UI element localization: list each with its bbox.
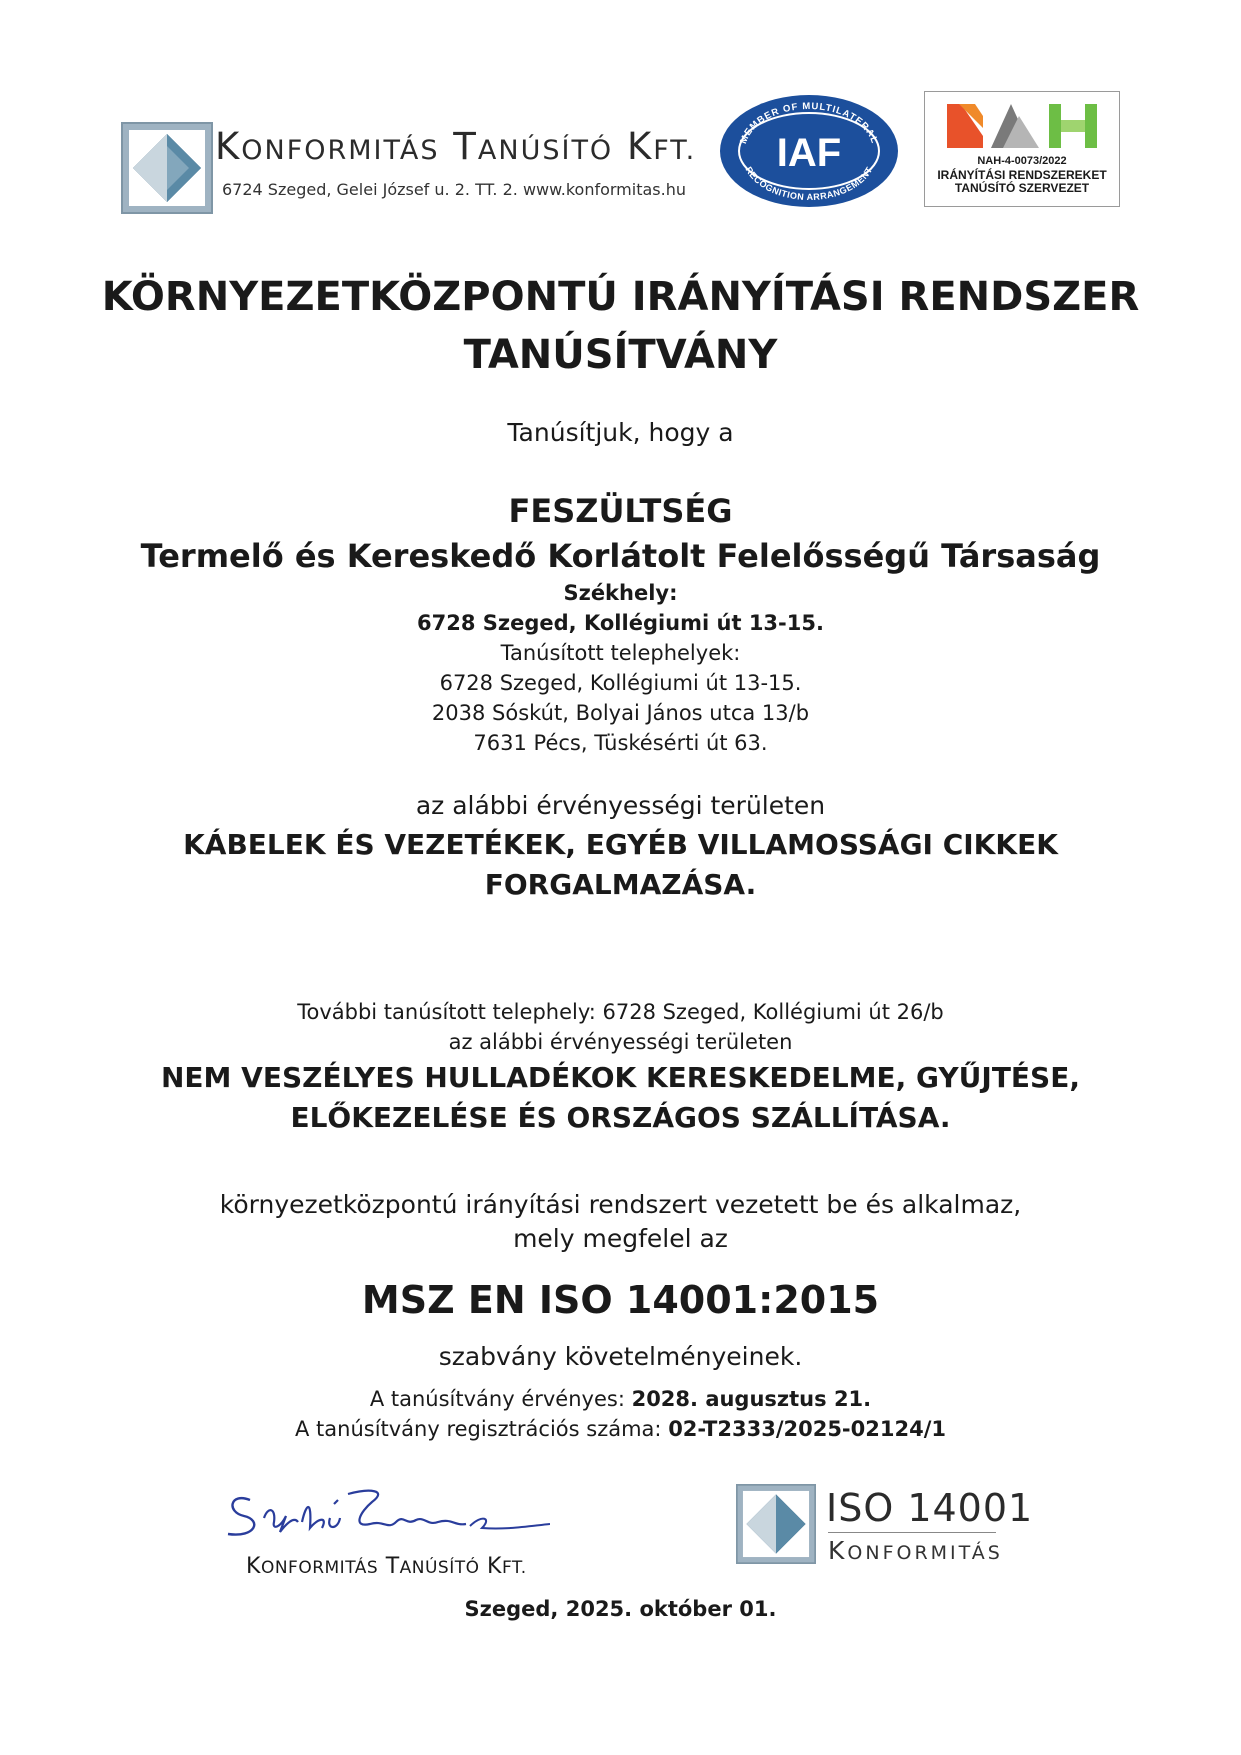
iso-mark-divider bbox=[828, 1532, 996, 1533]
seat-address: 6728 Szeged, Kollégiumi út 13-15. bbox=[417, 611, 824, 635]
site-item: 6728 Szeged, Kollégiumi út 13-15. bbox=[439, 671, 802, 695]
seat-label: Székhely: bbox=[563, 581, 678, 605]
site-item: 2038 Sóskút, Bolyai János utca 13/b bbox=[431, 701, 810, 725]
standard-suffix: szabvány követelményeinek. bbox=[438, 1342, 803, 1371]
title-line-2: TANÚSÍTVÁNY bbox=[463, 332, 778, 378]
site-item: 7631 Pécs, Tüskésérti út 63. bbox=[473, 731, 768, 755]
statement-line-1: környezetközpontú irányítási rendszert vezetett be és alkalmaz, bbox=[219, 1190, 1022, 1219]
iaf-logo-icon bbox=[718, 93, 900, 209]
scope-1 bbox=[0, 825, 1241, 905]
org-name-1: FESZÜLTSÉG bbox=[508, 492, 733, 530]
iaf-ring-bottom-text: RECOGNITION ARRANGEMENT bbox=[743, 164, 875, 203]
scope-intro: az alábbi érvényességi területen bbox=[415, 791, 826, 820]
iaf-ring-top-text: MEMBER OF MULTILATERAL bbox=[738, 100, 880, 146]
organization-block bbox=[0, 489, 1241, 579]
scope-2-line-2: ELŐKEZELÉSE ÉS ORSZÁGOS SZÁLLÍTÁSA. bbox=[290, 1101, 951, 1134]
statement-line-2: mely megfelel az bbox=[513, 1224, 728, 1253]
extra-site-block bbox=[0, 997, 1241, 1057]
validity-date: 2028. augusztus 21. bbox=[631, 1387, 872, 1411]
seat-block bbox=[0, 578, 1241, 758]
scope-2-line-1: NEM VESZÉLYES HULLADÉKOK KERESKEDELME, GYŰJTÉSE, bbox=[161, 1061, 1080, 1094]
iaf-logo-text: IAF bbox=[776, 131, 842, 175]
scope-1-line-1: KÁBELEK ÉS VEZETÉKEK, EGYÉB VILLAMOSSÁGI CIKKEK bbox=[183, 828, 1058, 861]
validity-label: A tanúsítvány érvényes: bbox=[369, 1387, 632, 1411]
scope-2 bbox=[0, 1058, 1241, 1138]
signature-label: KONFORMITÁS TANÚSÍTÓ KFT. bbox=[246, 1554, 527, 1579]
extra-site: További tanúsított telephely: 6728 Szeged, Kollégiumi út 26/b bbox=[297, 1000, 944, 1024]
nah-accreditation-badge bbox=[924, 91, 1120, 207]
statement bbox=[0, 1188, 1241, 1256]
nah-line-2: TANÚSÍTÓ SZERVEZET bbox=[954, 181, 1090, 195]
scope-intro-2: az alábbi érvényességi területen bbox=[448, 1030, 793, 1054]
place-and-date: Szeged, 2025. október 01. bbox=[464, 1597, 777, 1621]
konformitas-logo-icon bbox=[121, 122, 213, 214]
nah-logo-icon bbox=[947, 102, 1099, 150]
intro-text: Tanúsítjuk, hogy a bbox=[507, 418, 734, 447]
nah-line-1: IRÁNYÍTÁSI RENDSZEREKET bbox=[937, 168, 1107, 182]
iso-14001-mark-icon bbox=[736, 1484, 816, 1564]
iso-mark-subtitle: KONFORMITÁS bbox=[828, 1536, 1003, 1565]
registration-label: A tanúsítvány regisztrációs száma: bbox=[294, 1417, 669, 1441]
title-line-1: KÖRNYEZETKÖZPONTÚ IRÁNYÍTÁSI RENDSZER bbox=[101, 274, 1140, 320]
registration-number: 02-T2333/2025-02124/1 bbox=[668, 1417, 946, 1441]
iso-mark-title: ISO 14001 bbox=[826, 1486, 1034, 1530]
scope-1-line-2: FORGALMAZÁSA. bbox=[484, 868, 757, 901]
standard-name: MSZ EN ISO 14001:2015 bbox=[361, 1278, 880, 1322]
registration-line bbox=[0, 1414, 1241, 1444]
sites-label: Tanúsított telephelyek: bbox=[500, 641, 741, 665]
org-name-2: Termelő és Kereskedő Korlátolt Felelősségű Társaság bbox=[140, 537, 1101, 575]
validity-line bbox=[0, 1384, 1241, 1414]
company-name: KONFORMITÁS TANÚSÍTÓ KFT. bbox=[215, 125, 697, 168]
signature-image bbox=[220, 1478, 550, 1548]
certificate-title bbox=[0, 268, 1241, 384]
company-address: 6724 Szeged, Gelei József u. 2. TT. 2. www.konformitas.hu bbox=[222, 180, 686, 199]
nah-number: NAH-4-0073/2022 bbox=[977, 155, 1067, 167]
